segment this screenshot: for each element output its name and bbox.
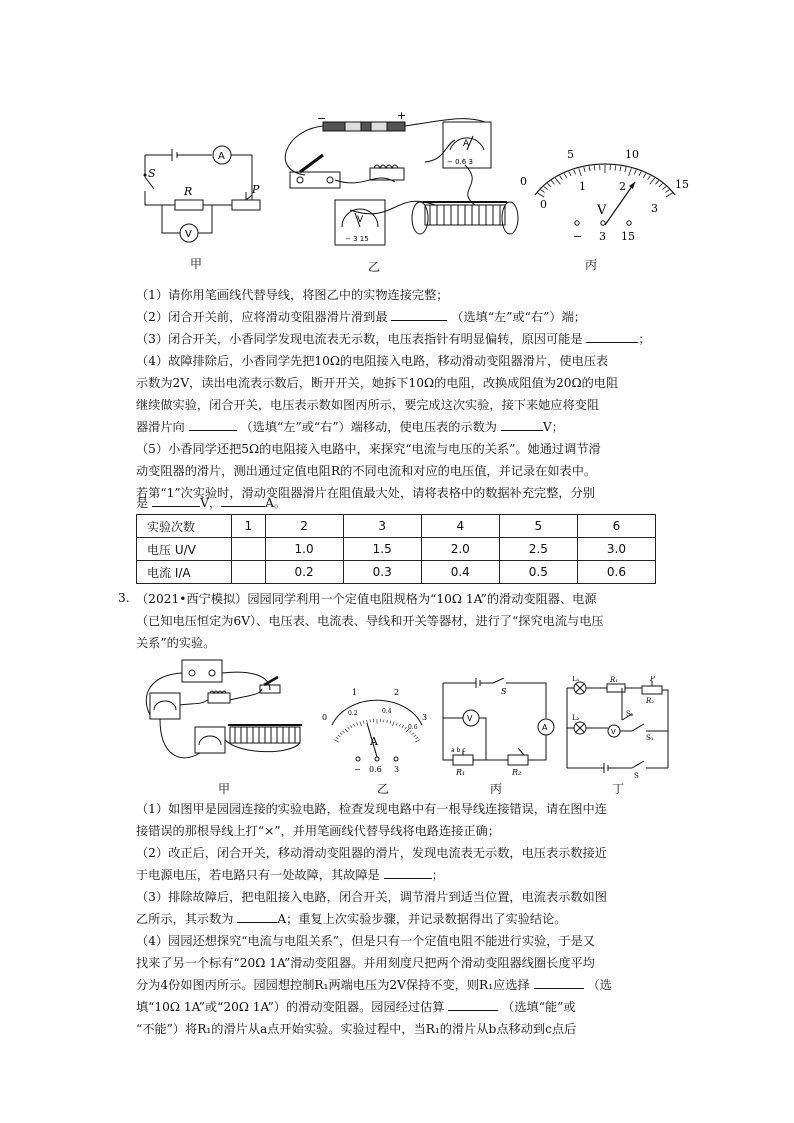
bing-outer-10: 10 bbox=[625, 148, 639, 161]
dial-tick bbox=[350, 725, 352, 727]
table-cell: 0.2 bbox=[265, 561, 343, 584]
q2-line-6: 继续做实验，闭合开关，电压表示数如图丙所示，要完成这次实验，接下来她应将变阻 bbox=[136, 398, 600, 412]
bing-r2: R₂ bbox=[512, 768, 522, 777]
table-cell: 2 bbox=[265, 515, 343, 538]
dial-tick bbox=[589, 166, 590, 171]
jia-label-s: S bbox=[148, 167, 156, 180]
dial-tick bbox=[540, 190, 544, 193]
dial-tick bbox=[620, 166, 621, 171]
bing-outer-0: 0 bbox=[520, 175, 527, 188]
q3-line-6: 乙所示，其示数为 A；重复上次实验步骤，并记录数据得出了实验结论。 bbox=[136, 912, 567, 926]
table-cell: 电流 I/A bbox=[137, 561, 232, 584]
figure-jia-circuit bbox=[140, 145, 265, 250]
q3-line-5: （3）排除故障后，把电阻接入电路，闭合开关，调节滑片到适当位置，电流表示数如图 bbox=[136, 890, 607, 904]
table-cell: 1.0 bbox=[265, 538, 343, 561]
dial-tick bbox=[659, 183, 663, 186]
dial-tick bbox=[392, 722, 394, 726]
dial-tick bbox=[390, 721, 391, 724]
figure-q3-jia-apparatus bbox=[140, 655, 320, 780]
table-cell[interactable] bbox=[232, 561, 266, 584]
answer-blank[interactable] bbox=[448, 999, 498, 1011]
q2-line-11: 是 V， A。 bbox=[136, 496, 287, 510]
jia-label-ammeter: A bbox=[218, 151, 225, 162]
q2-line-5: 示数为2V，读出电流表示数后，断开开关，她拆下10Ω的电阻，改换成阻值为20Ω的电阻 bbox=[136, 376, 619, 390]
q3-line-2: 接错误的那根导线上打“×”，并用笔画线代替导线将电路连接正确； bbox=[136, 824, 500, 838]
bing-inner-0: 0 bbox=[540, 198, 547, 211]
yi-scale-2: 2 bbox=[394, 688, 400, 697]
table-cell: 6 bbox=[577, 515, 655, 538]
bing-r1: R₁ bbox=[456, 768, 466, 777]
dial-tick bbox=[662, 186, 666, 189]
dial-tick bbox=[387, 720, 388, 723]
table-header-row bbox=[137, 515, 656, 538]
answer-blank[interactable] bbox=[237, 911, 277, 923]
ding-r2: R₂ bbox=[646, 697, 655, 705]
yi-scale-3: 3 bbox=[422, 713, 428, 722]
caption-q3-yi: 乙 bbox=[377, 782, 390, 796]
dial-tick bbox=[345, 729, 348, 733]
ding-l2: L₂ bbox=[572, 714, 580, 722]
q3-line-7: （4）园园还想探究“电流与电阻关系”，但是只有一个定值电阻不能进行实验，于是又 bbox=[136, 934, 595, 948]
table-cell[interactable] bbox=[232, 538, 266, 561]
table-cell: 实验次数 bbox=[137, 515, 232, 538]
dial-tick bbox=[405, 727, 407, 729]
table-cell: 5 bbox=[499, 515, 577, 538]
q3-line-9: 分为4份如图丙所示。园园想控制R₁两端电压为2V保持不变，则R₁应选择 （选 bbox=[136, 978, 612, 992]
caption-q3-bing: 丙 bbox=[490, 782, 503, 796]
dial-tick bbox=[415, 740, 419, 742]
bing-abc: a b c bbox=[451, 747, 466, 754]
figure-q3-bing-circuit bbox=[438, 678, 556, 778]
table-cell: 0.5 bbox=[499, 561, 577, 584]
table-cell: 电压 U/V bbox=[137, 538, 232, 561]
table-cell: 3.0 bbox=[577, 538, 655, 561]
dial-tick bbox=[643, 173, 646, 177]
q3-line-10: 填“10Ω 1A”或“20Ω 1A”）的滑动变阻器。园园经过估算 （选填“能”或 bbox=[136, 1000, 576, 1014]
yi-ammeter-label: A bbox=[463, 139, 470, 149]
table-cell: 0.4 bbox=[421, 561, 499, 584]
figure-q3-ding-circuit bbox=[562, 676, 674, 781]
dial-tick bbox=[414, 735, 416, 737]
yi-inner-3: 0.6 bbox=[408, 724, 418, 731]
answer-blank[interactable] bbox=[221, 495, 265, 507]
table-cell: 3 bbox=[343, 515, 421, 538]
dial-tick bbox=[655, 181, 658, 185]
answer-blank[interactable] bbox=[501, 419, 543, 431]
answer-blank[interactable] bbox=[152, 495, 200, 507]
table-cell: 2.5 bbox=[499, 538, 577, 561]
bing-term-15: 15 bbox=[621, 230, 635, 243]
jia-label-voltmeter: V bbox=[185, 229, 192, 240]
bing-a: A bbox=[542, 723, 548, 732]
table-cell: 1.5 bbox=[343, 538, 421, 561]
q3-line-11: “不能”）将R₁的滑片从a点开始实验。实验过程中，当R₁的滑片从b点移动到c点后 bbox=[136, 1022, 577, 1036]
bing-inner-1: 1 bbox=[579, 180, 586, 193]
q2-line-3: （3）闭合开关，小香同学发现电流表无示数，电压表指针有明显偏转，原因可能是 ； bbox=[136, 332, 651, 346]
dial-tick bbox=[409, 731, 411, 733]
ding-p: P bbox=[650, 676, 655, 683]
dial-tick bbox=[412, 733, 414, 735]
figure-bing-voltmeter bbox=[515, 140, 695, 250]
jia-label-p: P bbox=[252, 183, 260, 196]
dial-tick bbox=[537, 193, 544, 197]
dial-tick bbox=[555, 178, 560, 184]
yi-term-3: 3 bbox=[394, 765, 400, 774]
dial-tick bbox=[415, 737, 418, 739]
dial-tick bbox=[336, 737, 339, 739]
answer-blank[interactable] bbox=[534, 977, 584, 989]
table-cell: 1 bbox=[232, 515, 266, 538]
data-table bbox=[136, 514, 656, 584]
yi-scale-1: 1 bbox=[352, 688, 358, 697]
dial-tick bbox=[584, 167, 585, 172]
battery-minus-label: − bbox=[317, 112, 327, 125]
yi-voltmeter-terminals: − 3 15 bbox=[345, 235, 369, 243]
ding-s2: S₂ bbox=[626, 710, 634, 718]
dial-tick bbox=[342, 731, 344, 733]
yi-unit: A bbox=[370, 735, 378, 748]
dial-tick bbox=[615, 166, 616, 171]
dial-tick bbox=[357, 723, 358, 726]
q3-stem-2: （已知电压恒定为6V）、电压表、电流表、导线和开关等器材，进行了“探究电流与电压 bbox=[136, 614, 604, 628]
dial-tick bbox=[629, 168, 632, 176]
dial-tick bbox=[579, 168, 582, 176]
answer-blank[interactable] bbox=[384, 867, 432, 879]
bing-unit: V bbox=[597, 203, 607, 218]
dial-tick bbox=[363, 721, 364, 724]
bing-v: V bbox=[467, 714, 473, 723]
figure-q3-yi-ammeter bbox=[322, 685, 432, 775]
bing-term-minus: − bbox=[573, 230, 583, 243]
q2-line-1: （1）请你用笔画线代替导线，将图乙中的实物连接完整； bbox=[136, 288, 449, 302]
figure-yi-apparatus bbox=[275, 110, 525, 260]
dial-tick bbox=[338, 735, 340, 737]
table-cell: 0.3 bbox=[343, 561, 421, 584]
yi-voltmeter-label: V bbox=[357, 215, 364, 225]
dial-tick bbox=[544, 186, 548, 189]
dial-tick bbox=[353, 724, 354, 727]
dial-tick bbox=[340, 733, 342, 735]
ding-v: V bbox=[611, 728, 616, 736]
q3-line-4: 于电源电压，若电路只有一处故障，其故障是 ； bbox=[136, 868, 444, 882]
ding-s1: S₁ bbox=[646, 734, 654, 742]
q3-line-8: 找来了另一个标有“20Ω 1A”滑动变阻器。并用刻度尺把两个滑动变阻器线圈长度平均 bbox=[136, 956, 595, 970]
answer-blank[interactable] bbox=[189, 419, 237, 431]
bing-outer-15: 15 bbox=[675, 178, 689, 191]
dial-tick bbox=[634, 170, 636, 175]
bing-inner-3: 3 bbox=[651, 202, 658, 215]
dial-tick bbox=[360, 722, 362, 726]
dial-tick bbox=[551, 181, 554, 185]
q2-line-10: 若第“1”次实验时，滑动变阻器滑片在阻值最大处，请将表格中的数据补充完整，分别 bbox=[136, 486, 595, 500]
dial-tick bbox=[402, 725, 404, 727]
answer-blank[interactable] bbox=[391, 309, 447, 321]
dial-tick bbox=[639, 171, 641, 175]
dial-tick bbox=[665, 190, 669, 193]
dial-tick bbox=[648, 176, 651, 180]
yi-term-minus: − bbox=[354, 765, 361, 774]
caption-yi-top: 乙 bbox=[368, 260, 381, 274]
dial-tick bbox=[367, 720, 368, 723]
q3-line-3: （2）改正后，闭合开关，移动滑动变阻器的滑片，发现电流表无示数，电压表示数接近 bbox=[136, 846, 607, 860]
table-row bbox=[137, 561, 656, 584]
table-cell: 2.0 bbox=[421, 538, 499, 561]
dial-tick bbox=[569, 171, 571, 175]
battery-plus-label: + bbox=[397, 110, 407, 122]
dial-tick bbox=[564, 173, 567, 177]
q2-line-2: （2）闭合开关前，应将滑动变阻器滑片滑到最 （选填“左”或“右”）端； bbox=[136, 310, 586, 324]
q3-stem-1: （2021•西宁模拟）园园同学利用一个定值电阻规格为“10Ω 1A”的滑动变阻器、电源 bbox=[136, 592, 597, 606]
dial-tick bbox=[666, 193, 673, 197]
q3-stem-3: 关系”的实验。 bbox=[136, 636, 216, 650]
q2-line-9: 动变阻器的滑片，测出通过定值电阻R的不同电流和对应的电压值，并记录在如表中。 bbox=[136, 464, 597, 478]
bing-outer-5: 5 bbox=[567, 148, 574, 161]
caption-jia-top: 甲 bbox=[190, 257, 203, 271]
yi-inner-2: 0.4 bbox=[382, 708, 392, 715]
ding-r1: R₁ bbox=[610, 676, 619, 684]
yi-scale-0: 0 bbox=[322, 713, 328, 722]
table-cell: 0.6 bbox=[577, 561, 655, 584]
dial-tick bbox=[399, 724, 400, 727]
dial-tick bbox=[348, 727, 350, 729]
answer-blank[interactable] bbox=[586, 331, 638, 343]
dial-tick bbox=[574, 170, 576, 175]
caption-q3-jia: 甲 bbox=[218, 782, 231, 796]
q2-line-8: （5）小香同学还把5Ω的电阻接入电路中，来探究“电流与电压的关系”。她通过调节滑 bbox=[136, 442, 601, 456]
dial-tick bbox=[334, 740, 338, 742]
dial-tick bbox=[560, 176, 563, 180]
caption-q3-ding: 丁 bbox=[612, 782, 625, 796]
ding-s: S bbox=[634, 772, 639, 780]
dial-tick bbox=[594, 166, 595, 171]
jia-label-r: R bbox=[184, 185, 193, 198]
yi-term-06: 0.6 bbox=[369, 765, 382, 774]
q2-line-4: （4）故障排除后，小香同学先把10Ω的电阻接入电路，移动滑动变阻器滑片，使电压表 bbox=[136, 354, 609, 368]
table-row bbox=[137, 538, 656, 561]
bing-s: S bbox=[501, 687, 507, 696]
dial-tick bbox=[625, 167, 626, 172]
dial-tick bbox=[547, 183, 551, 186]
bing-term-3: 3 bbox=[599, 230, 606, 243]
q2-line-7: 器滑片向 （选填“左”或“右”）端移动，使电压表的示数为 V； bbox=[136, 420, 564, 434]
caption-bing-top: 丙 bbox=[585, 258, 598, 272]
bing-inner-2: 2 bbox=[619, 180, 626, 193]
table-cell: 4 bbox=[421, 515, 499, 538]
ding-l1: L₁ bbox=[572, 676, 580, 683]
dial-tick bbox=[650, 178, 655, 184]
q3-line-1: （1）如图甲是园园连接的实验电路，检查发现电路中有一根导线连接错误，请在图中连 bbox=[136, 802, 607, 816]
yi-inner-1: 0.2 bbox=[348, 710, 358, 717]
dial-tick bbox=[396, 723, 397, 726]
yi-ammeter-terminals: − 0.6 3 bbox=[447, 158, 473, 166]
question-3-number: 3. bbox=[118, 591, 130, 605]
